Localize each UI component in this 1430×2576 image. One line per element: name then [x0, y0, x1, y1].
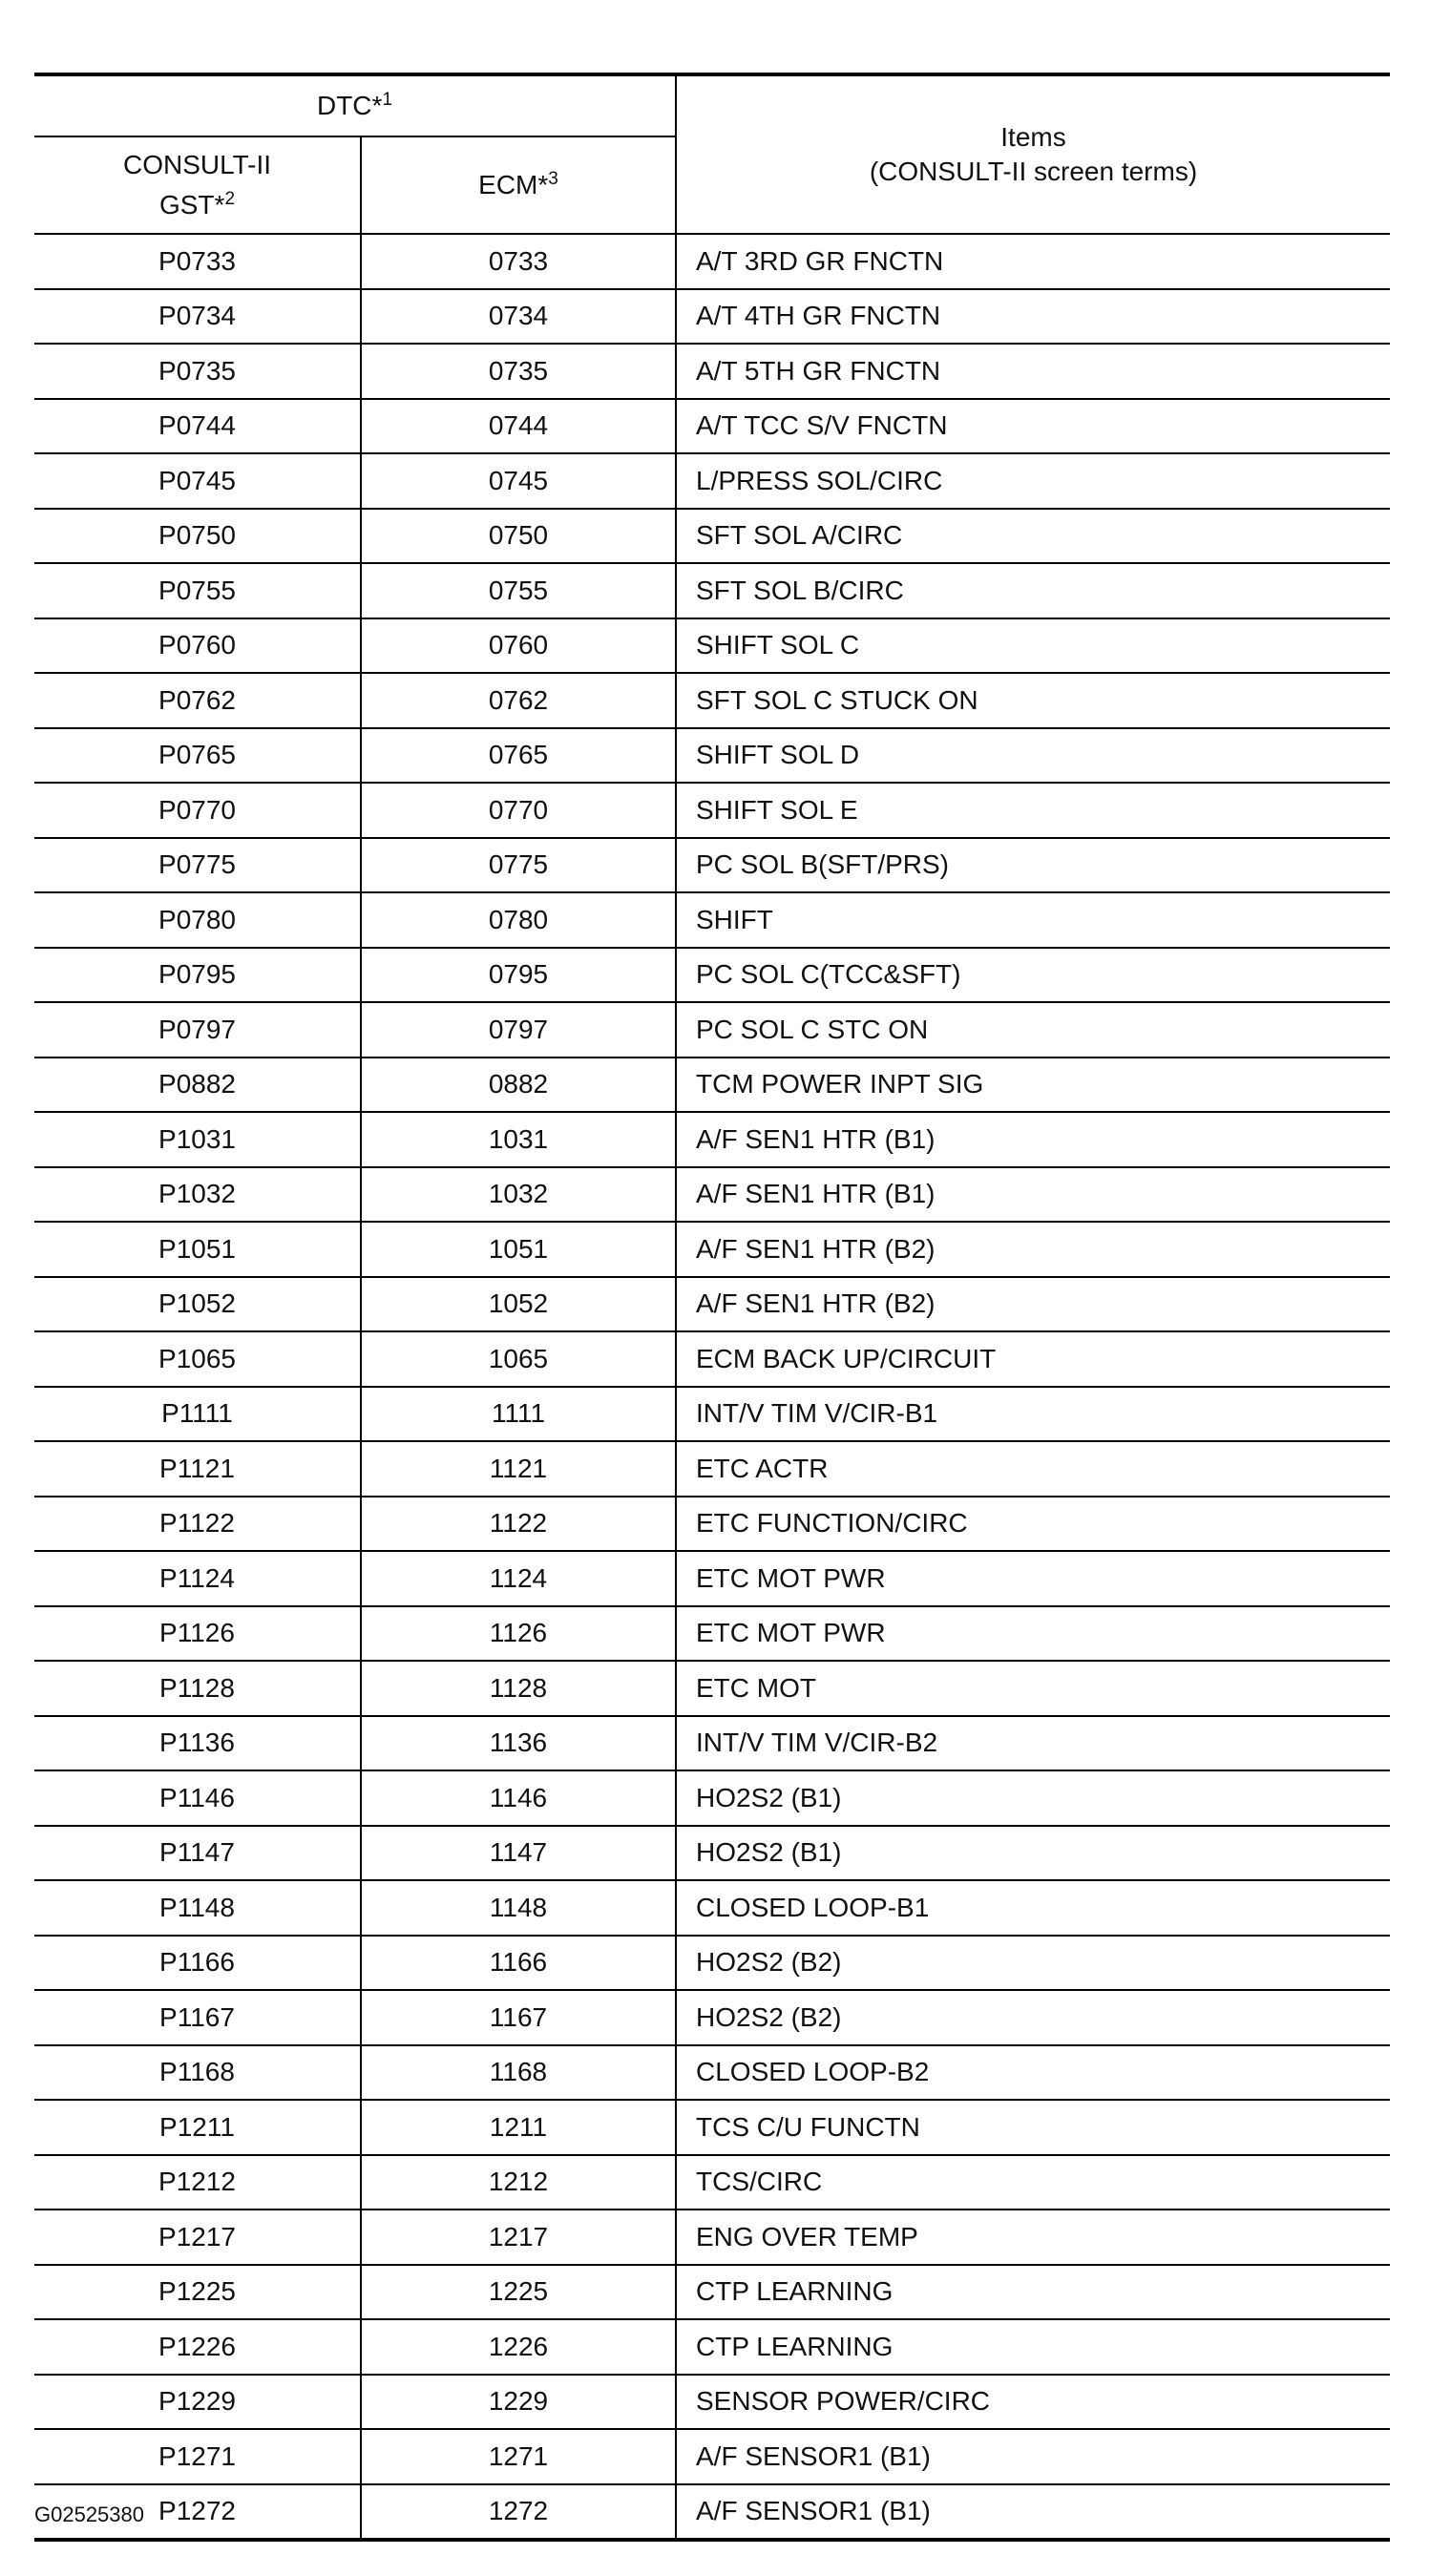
dtc-code-cell: P1122 — [34, 1497, 361, 1552]
dtc-code-cell: P1212 — [34, 2155, 361, 2210]
dtc-code-cell: P1217 — [34, 2209, 361, 2265]
dtc-code-cell: P1128 — [34, 1661, 361, 1716]
ecm-code-cell: 0775 — [361, 838, 676, 893]
item-cell: SFT SOL B/CIRC — [676, 563, 1390, 618]
ecm-code-cell: 0760 — [361, 618, 676, 674]
item-cell: SFT SOL C STUCK ON — [676, 673, 1390, 728]
table-header — [34, 74, 1390, 234]
ecm-code-cell: 1229 — [361, 2375, 676, 2430]
ecm-code-cell: 1225 — [361, 2265, 676, 2320]
item-cell: PC SOL B(SFT/PRS) — [676, 838, 1390, 893]
dtc-code-cell: P1126 — [34, 1606, 361, 1662]
table-row — [34, 838, 1390, 893]
ecm-code-cell: 1212 — [361, 2155, 676, 2210]
item-cell: A/F SENSOR1 (B1) — [676, 2429, 1390, 2484]
dtc-header — [34, 74, 676, 136]
dtc-code-cell: P0750 — [34, 509, 361, 564]
ecm-code-cell: 1128 — [361, 1661, 676, 1716]
table-row — [34, 563, 1390, 618]
ecm-code-cell: 1271 — [361, 2429, 676, 2484]
item-cell: INT/V TIM V/CIR-B2 — [676, 1716, 1390, 1771]
item-cell: HO2S2 (B2) — [676, 1936, 1390, 1991]
dtc-code-cell: P1166 — [34, 1936, 361, 1991]
items-header — [676, 74, 1390, 234]
dtc-code-cell: P0762 — [34, 673, 361, 728]
table-row — [34, 1716, 1390, 1771]
item-cell: A/T TCC S/V FNCTN — [676, 399, 1390, 454]
ecm-code-cell: 1217 — [361, 2209, 676, 2265]
table-row — [34, 2319, 1390, 2375]
item-cell: A/T 5TH GR FNCTN — [676, 344, 1390, 399]
item-cell: TCS/CIRC — [676, 2155, 1390, 2210]
table-row — [34, 1387, 1390, 1442]
ecm-code-cell: 1121 — [361, 1441, 676, 1497]
figure-id: G02525380 — [34, 2503, 144, 2526]
item-cell: ENG OVER TEMP — [676, 2209, 1390, 2265]
item-cell: CTP LEARNING — [676, 2265, 1390, 2320]
ecm-label: ECM* — [478, 170, 549, 199]
table-row — [34, 1990, 1390, 2045]
table-row — [34, 2045, 1390, 2101]
dtc-code-cell: P0797 — [34, 1002, 361, 1058]
table-row — [34, 2484, 1390, 2541]
item-cell: HO2S2 (B1) — [676, 1770, 1390, 1826]
ecm-code-cell: 0765 — [361, 728, 676, 784]
item-cell: PC SOL C STC ON — [676, 1002, 1390, 1058]
table-row — [34, 2155, 1390, 2210]
dtc-code-cell: P1226 — [34, 2319, 361, 2375]
gst-label: GST* — [158, 190, 225, 220]
dtc-code-cell: P0744 — [34, 399, 361, 454]
ecm-code-cell: 1122 — [361, 1497, 676, 1552]
dtc-code-cell: P1052 — [34, 1277, 361, 1332]
dtc-code-cell: P1111 — [34, 1387, 361, 1442]
table-row — [34, 1661, 1390, 1716]
table-row — [34, 1058, 1390, 1113]
dtc-code-cell: P0733 — [34, 234, 361, 289]
table-row — [34, 673, 1390, 728]
item-cell: INT/V TIM V/CIR-B1 — [676, 1387, 1390, 1442]
dtc-code-cell: P1031 — [34, 1112, 361, 1167]
dtc-code-cell: P1124 — [34, 1551, 361, 1606]
item-cell: PC SOL C(TCC&SFT) — [676, 948, 1390, 1003]
table-row — [34, 2209, 1390, 2265]
dtc-code-cell: P1065 — [34, 1331, 361, 1387]
table-row — [34, 948, 1390, 1003]
dtc-label: DTC* — [316, 91, 383, 120]
dtc-code-cell: P0770 — [34, 783, 361, 838]
item-cell: ETC MOT PWR — [676, 1551, 1390, 1606]
item-cell: SHIFT SOL E — [676, 783, 1390, 838]
dtc-code-cell: P0734 — [34, 289, 361, 345]
dtc-table — [34, 73, 1390, 2542]
ecm-code-cell: 1168 — [361, 2045, 676, 2101]
dtc-code-cell: P1211 — [34, 2100, 361, 2155]
ecm-code-cell: 0745 — [361, 453, 676, 509]
table-row — [34, 344, 1390, 399]
table-row — [34, 1497, 1390, 1552]
footnote-marker-2: 2 — [224, 189, 236, 209]
table-row — [34, 2375, 1390, 2430]
ecm-code-cell: 1124 — [361, 1551, 676, 1606]
item-cell: SENSOR POWER/CIRC — [676, 2375, 1390, 2430]
ecm-code-cell: 0762 — [361, 673, 676, 728]
item-cell: A/T 4TH GR FNCTN — [676, 289, 1390, 345]
ecm-code-cell: 1052 — [361, 1277, 676, 1332]
table-row — [34, 1277, 1390, 1332]
ecm-code-cell: 0755 — [361, 563, 676, 618]
ecm-code-cell: 0770 — [361, 783, 676, 838]
table-row — [34, 2429, 1390, 2484]
ecm-code-cell: 0733 — [361, 234, 676, 289]
dtc-code-cell: P1136 — [34, 1716, 361, 1771]
item-cell: SHIFT — [676, 892, 1390, 948]
dtc-code-cell: P1229 — [34, 2375, 361, 2430]
table-row — [34, 509, 1390, 564]
item-cell: CTP LEARNING — [676, 2319, 1390, 2375]
table-row — [34, 1880, 1390, 1936]
item-cell: A/F SEN1 HTR (B2) — [676, 1277, 1390, 1332]
table-row — [34, 1167, 1390, 1223]
item-cell: A/F SEN1 HTR (B1) — [676, 1167, 1390, 1223]
items-subtitle: (CONSULT-II screen terms) — [869, 157, 1198, 186]
ecm-code-cell: 0735 — [361, 344, 676, 399]
ecm-code-cell: 0795 — [361, 948, 676, 1003]
table-row — [34, 2100, 1390, 2155]
ecm-code-cell: 1226 — [361, 2319, 676, 2375]
ecm-code-cell: 1167 — [361, 1990, 676, 2045]
item-cell: A/F SEN1 HTR (B2) — [676, 1222, 1390, 1277]
item-cell: SHIFT SOL C — [676, 618, 1390, 674]
dtc-code-cell: P0795 — [34, 948, 361, 1003]
dtc-code-cell: P0882 — [34, 1058, 361, 1113]
footnote-marker-3: 3 — [548, 169, 558, 189]
table-row — [34, 1606, 1390, 1662]
table-row — [34, 453, 1390, 509]
item-cell: ECM BACK UP/CIRCUIT — [676, 1331, 1390, 1387]
dtc-code-cell: P1032 — [34, 1167, 361, 1223]
table-row — [34, 1222, 1390, 1277]
ecm-code-cell: 1136 — [361, 1716, 676, 1771]
ecm-code-cell: 1126 — [361, 1606, 676, 1662]
ecm-code-cell: 0734 — [361, 289, 676, 345]
table-row — [34, 618, 1390, 674]
table-row — [34, 1112, 1390, 1167]
ecm-code-cell: 1147 — [361, 1826, 676, 1881]
table-row — [34, 1441, 1390, 1497]
dtc-code-cell: P1121 — [34, 1441, 361, 1497]
dtc-code-cell: P1051 — [34, 1222, 361, 1277]
item-cell: ETC FUNCTION/CIRC — [676, 1497, 1390, 1552]
ecm-code-cell: 1111 — [361, 1387, 676, 1442]
dtc-code-cell: P1147 — [34, 1826, 361, 1881]
item-cell: HO2S2 (B2) — [676, 1990, 1390, 2045]
dtc-code-cell: P1167 — [34, 1990, 361, 2045]
ecm-code-cell: 1065 — [361, 1331, 676, 1387]
table-row — [34, 1002, 1390, 1058]
ecm-code-cell: 0780 — [361, 892, 676, 948]
ecm-code-cell: 1146 — [361, 1770, 676, 1826]
dtc-code-cell: P1146 — [34, 1770, 361, 1826]
item-cell: A/F SEN1 HTR (B1) — [676, 1112, 1390, 1167]
dtc-code-cell: P0765 — [34, 728, 361, 784]
dtc-code-cell: P1272 — [34, 2484, 361, 2541]
table-row — [34, 399, 1390, 454]
item-cell: HO2S2 (B1) — [676, 1826, 1390, 1881]
item-cell: TCM POWER INPT SIG — [676, 1058, 1390, 1113]
table-row — [34, 289, 1390, 345]
table-row — [34, 1770, 1390, 1826]
dtc-code-cell: P0755 — [34, 563, 361, 618]
dtc-code-cell: P0780 — [34, 892, 361, 948]
dtc-code-cell: P1271 — [34, 2429, 361, 2484]
item-cell: CLOSED LOOP-B1 — [676, 1880, 1390, 1936]
ecm-code-cell: 1148 — [361, 1880, 676, 1936]
ecm-code-cell: 0797 — [361, 1002, 676, 1058]
table-row — [34, 1826, 1390, 1881]
item-cell: SHIFT SOL D — [676, 728, 1390, 784]
dtc-code-cell: P0735 — [34, 344, 361, 399]
consult-gst-header — [34, 136, 361, 234]
ecm-header — [361, 136, 676, 234]
ecm-code-cell: 0882 — [361, 1058, 676, 1113]
table-body — [34, 234, 1390, 2540]
item-cell: L/PRESS SOL/CIRC — [676, 453, 1390, 509]
item-cell: A/F SENSOR1 (B1) — [676, 2484, 1390, 2541]
item-cell: ETC MOT PWR — [676, 1606, 1390, 1662]
table-row — [34, 1936, 1390, 1991]
item-cell: TCS C/U FUNCTN — [676, 2100, 1390, 2155]
ecm-code-cell: 1272 — [361, 2484, 676, 2541]
item-cell: ETC MOT — [676, 1661, 1390, 1716]
ecm-code-cell: 0744 — [361, 399, 676, 454]
dtc-code-cell: P0775 — [34, 838, 361, 893]
ecm-code-cell: 1031 — [361, 1112, 676, 1167]
table-row — [34, 783, 1390, 838]
ecm-code-cell: 1051 — [361, 1222, 676, 1277]
footnote-marker-1: 1 — [382, 90, 393, 110]
table-row — [34, 728, 1390, 784]
table-row — [34, 2265, 1390, 2320]
table-row — [34, 1331, 1390, 1387]
ecm-code-cell: 1032 — [361, 1167, 676, 1223]
dtc-code-cell: P1148 — [34, 1880, 361, 1936]
table-row — [34, 892, 1390, 948]
table-row — [34, 234, 1390, 289]
item-cell: A/T 3RD GR FNCTN — [676, 234, 1390, 289]
ecm-code-cell: 1211 — [361, 2100, 676, 2155]
dtc-code-cell: P1168 — [34, 2045, 361, 2101]
dtc-code-cell: P0760 — [34, 618, 361, 674]
item-cell: SFT SOL A/CIRC — [676, 509, 1390, 564]
ecm-code-cell: 0750 — [361, 509, 676, 564]
items-title: Items — [1000, 122, 1066, 152]
consult-label: CONSULT-II — [122, 150, 272, 179]
item-cell: ETC ACTR — [676, 1441, 1390, 1497]
dtc-code-cell: P1225 — [34, 2265, 361, 2320]
table-row — [34, 1551, 1390, 1606]
item-cell: CLOSED LOOP-B2 — [676, 2045, 1390, 2101]
dtc-code-cell: P0745 — [34, 453, 361, 509]
ecm-code-cell: 1166 — [361, 1936, 676, 1991]
